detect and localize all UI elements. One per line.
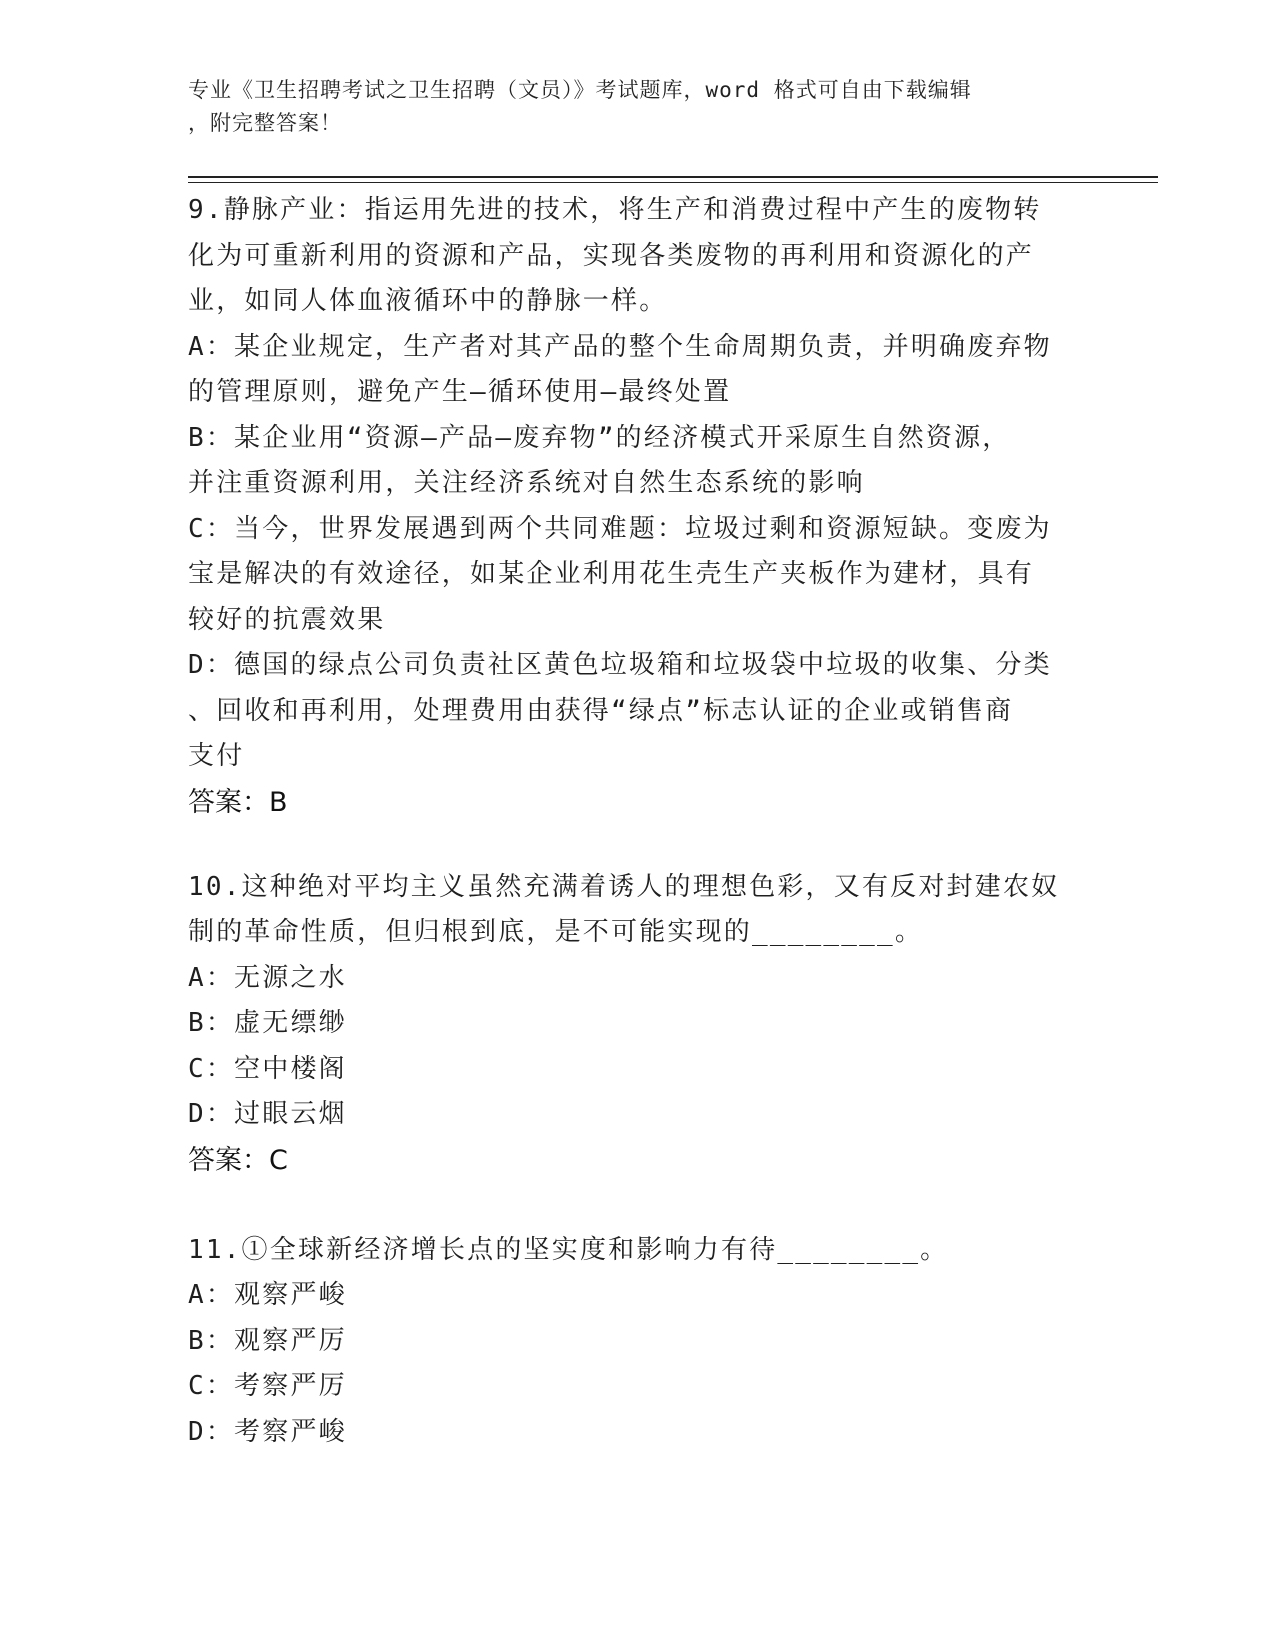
question-text-line: 制的革命性质，但归根到底，是不可能实现的________。 — [188, 917, 924, 947]
option-text-line: 较好的抗震效果 — [188, 604, 386, 635]
question-text-line: 业，如同人体血液循环中的静脉一样。 — [188, 286, 668, 316]
page-header — [188, 74, 1068, 140]
question-list — [188, 188, 1088, 1455]
option-c: C：考察严厉 — [188, 1371, 347, 1401]
option-b: B：虚无缥缈 — [188, 1008, 347, 1038]
question-text-line: 11.①全球新经济增长点的坚实度和影响力有待________。 — [188, 1234, 949, 1265]
option-text-line: 支付 — [188, 741, 245, 771]
question-text-line: 化为可重新利用的资源和产品，实现各类废物的再利用和资源化的产 — [188, 240, 1035, 271]
answer-10: 答案：C — [188, 1144, 288, 1176]
option-text-line: 、回收和再利用，处理费用由获得“绿点”标志认证的企业或销售商 — [188, 695, 1014, 726]
option-c: C：空中楼阁 — [188, 1053, 347, 1084]
option-a — [188, 325, 1088, 416]
option-text-line: 的管理原则，避免产生—循环使用—最终处置 — [188, 377, 732, 407]
header-line-2: ，附完整答案！ — [188, 111, 342, 135]
question-spacer — [188, 825, 1088, 865]
option-c — [188, 507, 1088, 644]
question-spacer — [188, 1183, 1088, 1228]
question-text-line: 9.静脉产业：指运用先进的技术，将生产和消费过程中产生的废物转 — [188, 195, 1042, 225]
option-a: A：无源之水 — [188, 962, 347, 993]
question-9 — [188, 188, 1088, 825]
question-10-stem — [188, 865, 1088, 956]
option-d — [188, 643, 1088, 780]
option-text-line: B：某企业用“资源—产品—废弃物”的经济模式开采原生自然资源， — [188, 422, 1011, 453]
option-a: A：观察严峻 — [188, 1280, 347, 1310]
option-text-line: C：当今，世界发展遇到两个共同难题：垃圾过剩和资源短缺。变废为 — [188, 513, 1052, 544]
option-text-line: 并注重资源利用，关注经济系统对自然生态系统的影响 — [188, 468, 865, 498]
question-9-stem — [188, 188, 1088, 325]
option-text-line: 宝是解决的有效途径，如某企业利用花生壳生产夹板作为建材，具有 — [188, 559, 1035, 589]
header-divider-thin — [188, 182, 1158, 183]
option-text-line: A：某企业规定，生产者对其产品的整个生命周期负责，并明确废弃物 — [188, 331, 1052, 362]
option-b — [188, 416, 1088, 507]
option-text-line: D：德国的绿点公司负责社区黄色垃圾箱和垃圾袋中垃圾的收集、分类 — [188, 650, 1052, 680]
option-b: B：观察严厉 — [188, 1325, 347, 1356]
header-line-1: 专业《卫生招聘考试之卫生招聘（文员）》考试题库，word 格式可自由下载编辑 — [188, 78, 972, 102]
question-10 — [188, 865, 1088, 1183]
question-11 — [188, 1228, 1088, 1456]
header-divider-thick — [188, 176, 1158, 178]
answer-9: 答案：B — [188, 786, 288, 818]
question-text-line: 10.这种绝对平均主义虽然充满着诱人的理想色彩，又有反对封建农奴 — [188, 871, 1060, 902]
question-11-stem — [188, 1228, 1088, 1274]
option-d: D：过眼云烟 — [188, 1099, 347, 1129]
option-d: D：考察严峻 — [188, 1416, 347, 1447]
